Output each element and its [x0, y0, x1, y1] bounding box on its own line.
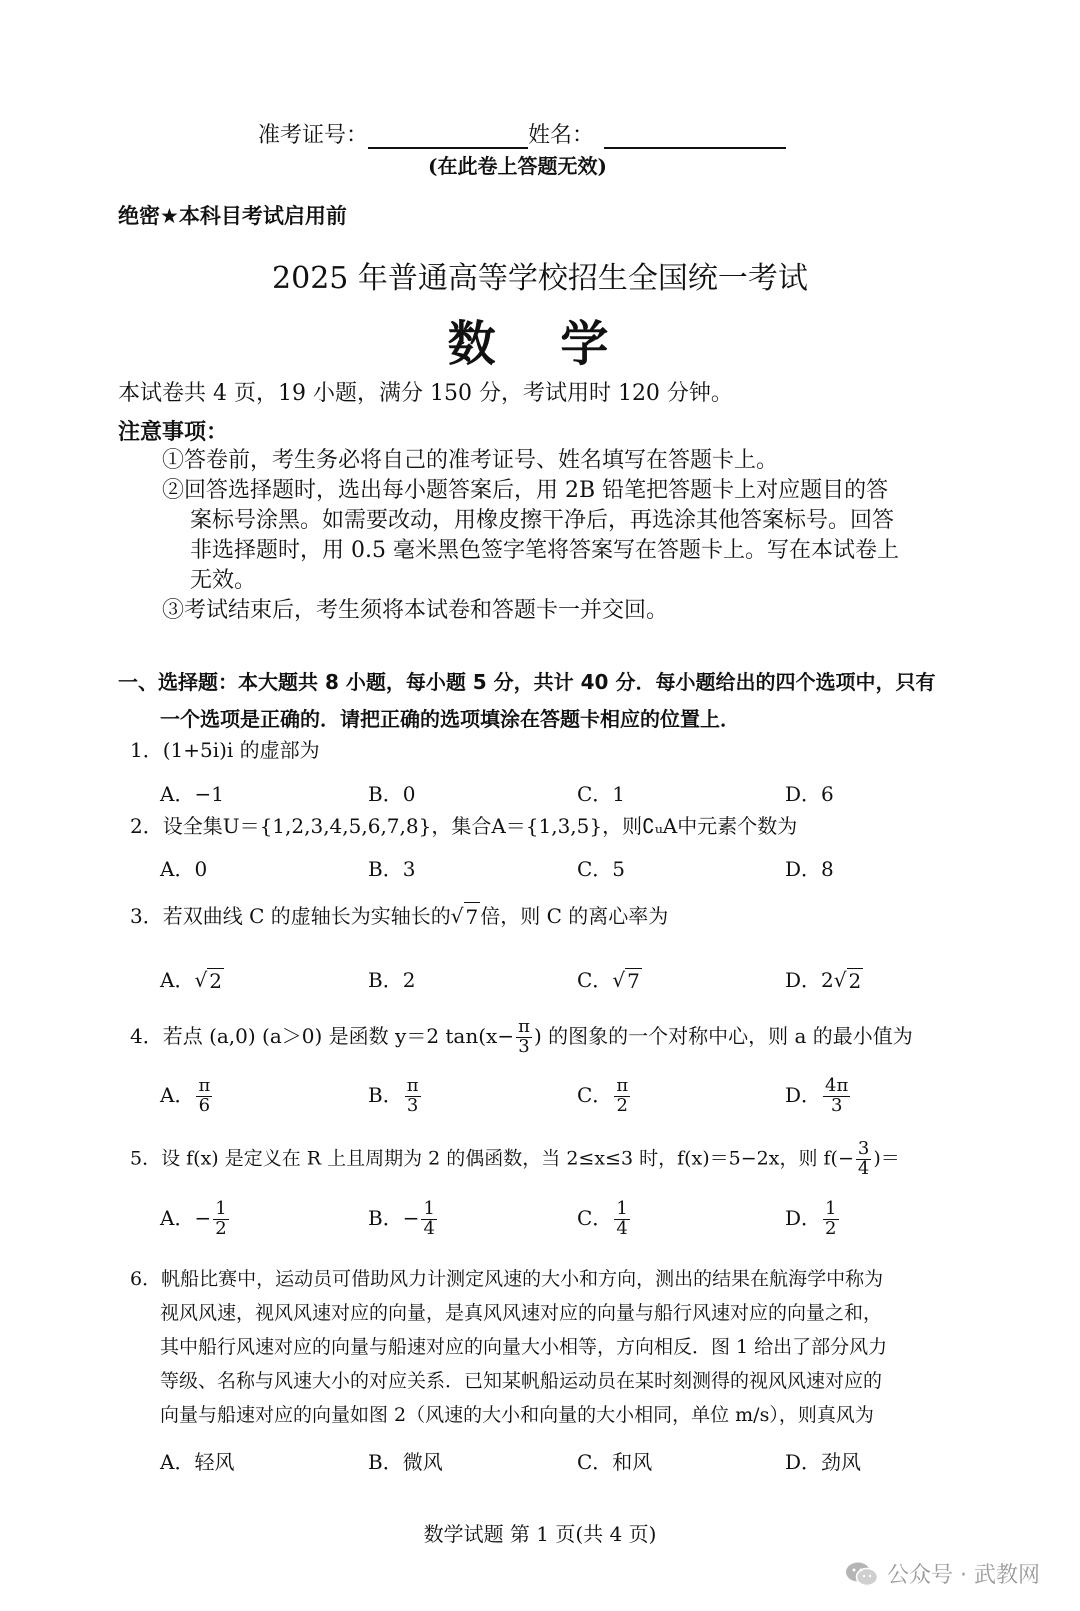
q1-option-c: C．1	[577, 782, 626, 806]
q6-line-2: 视风风速，视风风速对应的向量，是真风风速对应的向量与船行风速对应的向量之和，	[160, 1302, 883, 1324]
q6-line-4: 等级、名称与风速大小的对应关系．已知某帆船运动员在某时刻测得的视风风速对应的	[160, 1370, 883, 1392]
q2-option-d: D．8	[785, 857, 834, 881]
q2-option-b: B．3	[368, 857, 416, 881]
q2-stem: 2．设全集U＝{1,2,3,4,5,6,7,8}，集合A＝{1,3,5}，则∁ᵤA中元素个数为	[130, 814, 798, 838]
q3-stem-pre: 3．若双曲线 C 的虚轴长为实轴长的	[130, 904, 451, 928]
invalid-note: (在此卷上答题无效)	[428, 154, 607, 178]
q6-option-b: B．微风	[368, 1450, 443, 1474]
q4-option-c: C． $\frac{\pi}{2}$	[577, 1075, 629, 1116]
q1-option-a: A．−1	[160, 782, 224, 806]
q3-option-c: C． √ 7	[577, 968, 640, 993]
q1-option-b: B．0	[368, 782, 416, 806]
note-2-line-2: 案标号涂黑。如需要改动，用橡皮擦干净后，再选涂其他答案标号。回答	[190, 508, 895, 533]
q5-option-a: A．− $\frac{1}{2}$	[160, 1198, 227, 1239]
q5-option-d: D． $\frac{1}{2}$	[785, 1198, 837, 1239]
q4-stem-fraction: $\frac{\pi}{3}$	[518, 1016, 530, 1057]
q5-option-c: C． $\frac{1}{4}$	[577, 1198, 628, 1239]
q5-option-b: B．− $\frac{1}{4}$	[368, 1198, 435, 1239]
name-blank	[604, 123, 786, 149]
note-1: ①答卷前，考生务必将自己的准考证号、姓名填写在答题卡上。	[162, 448, 779, 473]
q5-stem-fraction: $\frac{3}{4}$	[857, 1138, 870, 1179]
q3-option-a: A． √ 2	[160, 968, 222, 993]
q4-stem	[130, 1018, 913, 1057]
exam-title: 2025 年普通高等学校招生全国统一考试	[272, 261, 808, 296]
watermark	[845, 1558, 1040, 1589]
exam-id-row	[258, 118, 786, 149]
q6-option-d: D．劲风	[785, 1450, 862, 1474]
q5-stem	[130, 1140, 900, 1179]
note-2-line-4: 无效。	[190, 568, 257, 593]
q3-option-b: B．2	[368, 968, 416, 992]
q4-option-d: D． $\frac{4\pi}{3}$	[785, 1075, 849, 1116]
q3-stem-radicand: 7	[464, 902, 481, 931]
q4-stem-post: ) 的图象的一个对称中心，则 a 的最小值为	[533, 1023, 913, 1048]
q3-stem-post: 倍，则 C 的离心率为	[480, 904, 669, 928]
q3-option-a-radicand: 2	[209, 969, 222, 993]
q5-stem-post: )＝	[873, 1147, 900, 1170]
secret-label: 绝密★本科目考试启用前	[118, 204, 347, 228]
q1-stem: 1．(1+5i)i 的虚部为	[130, 738, 320, 762]
name-label: 姓名：	[528, 123, 595, 148]
note-2-line-1: ②回答选择题时，选出每小题答案后，用 2B 铅笔把答题卡上对应题目的答	[162, 478, 889, 503]
notes-body	[162, 446, 899, 626]
q3-stem-sqrt: √ 7	[450, 904, 479, 929]
page-footer: 数学试题 第 1 页(共 4 页)	[423, 1522, 657, 1546]
q3-option-c-radicand: 7	[627, 969, 640, 993]
q3-stem	[130, 902, 668, 931]
q6-option-a: A．轻风	[160, 1450, 235, 1474]
exam-id-blank	[368, 123, 528, 149]
notes-title: 注意事项：	[118, 420, 229, 445]
q5-stem-pre: 5．设 f(x) 是定义在 R 上且周期为 2 的偶函数，当 2≤x≤3 时，f(x)＝5−2x，则 f(−	[130, 1147, 854, 1170]
section1-line-2: 一个选项是正确的．请把正确的选项填涂在答题卡相应的位置上．	[160, 707, 740, 731]
subject-title: 数 学	[447, 316, 633, 372]
q6-line-5: 向量与船速对应的向量如图 2（风速的大小和向量的大小相同，单位 m/s），则真风为	[160, 1404, 874, 1426]
exam-id-label: 准考证号：	[258, 123, 369, 148]
q6-line-3: 其中船行风速对应的向量与船速对应的向量大小相等，方向相反．图 1 给出了部分风力	[160, 1336, 888, 1358]
q1-option-d: D．6	[785, 782, 834, 806]
q6-stem	[130, 1262, 887, 1432]
section1-line-1: 一、选择题：本大题共 8 小题，每小题 5 分，共计 40 分．每小题给出的四个选项中，只有	[118, 670, 936, 694]
q4-option-a: A． $\frac{\pi}{6}$	[160, 1075, 211, 1116]
q4-option-b: B． $\frac{\pi}{3}$	[368, 1075, 419, 1116]
note-3: ③考试结束后，考生须将本试卷和答题卡一并交回。	[162, 598, 669, 623]
q6-option-c: C．和风	[577, 1450, 653, 1474]
q4-stem-pre: 4．若点 (a,0) (a＞0) 是函数 y＝2 tan(x−	[130, 1023, 515, 1048]
q2-option-a: A．0	[160, 857, 208, 881]
q3-option-d: D．2 √ 2	[785, 968, 862, 993]
intro-text: 本试卷共 4 页，19 小题，满分 150 分，考试用时 120 分钟。	[118, 381, 733, 406]
note-2-line-3: 非选择题时，用 0.5 毫米黑色签字笔将答案写在答题卡上。写在本试卷上	[190, 538, 899, 563]
q2-option-c: C．5	[577, 857, 626, 881]
q6-line-1: 6．帆船比赛中，运动员可借助风力计测定风速的大小和方向，测出的结果在航海学中称为	[130, 1268, 884, 1290]
watermark-text: 公众号 · 武教网	[887, 1563, 1040, 1588]
q3-option-d-radicand: 2	[848, 969, 862, 993]
wechat-icon	[845, 1561, 879, 1587]
